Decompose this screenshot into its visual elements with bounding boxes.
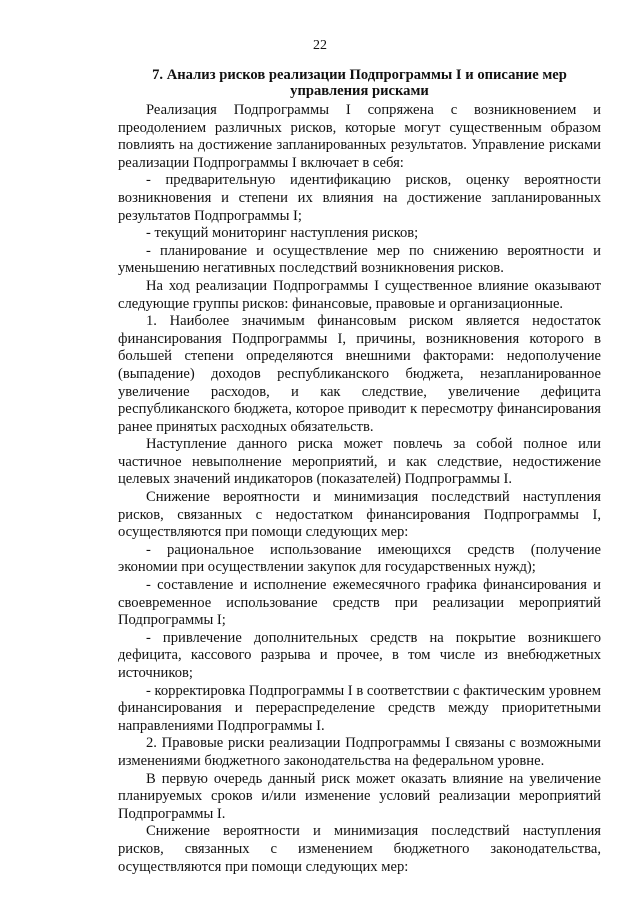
paragraph: В первую очередь данный риск может оказать влияние на увеличение планируемых сроков и/или изменение условий реализации мероприятий Подпрограммы I. bbox=[118, 770, 601, 822]
section-body bbox=[118, 102, 601, 876]
paragraph: На ход реализации Подпрограммы I существенное влияние оказывают следующие группы рисков: финансовые, правовые и организационные. bbox=[118, 277, 601, 312]
list-item: - рациональное использование имеющихся средств (получение экономии при осуществлении закупок для государственных нужд); bbox=[118, 541, 601, 576]
paragraph: 1. Наиболее значимым финансовым риском является недостаток финансирования Подпрограммы I, причины, возникновения которого в большей степени определяются внешними факторами: недополучение (выпадение) доходов республиканского бюджета, незапланированное увеличение расходов, и как следствие, увеличение дефицита республиканского бюджета, которое приводит к пересмотру финансирования ранее принятых расходных обязательств. bbox=[118, 313, 601, 435]
paragraph: 2. Правовые риски реализации Подпрограммы I связаны с возможными изменениями бюджетного законодательства на федеральном уровне. bbox=[118, 735, 601, 769]
page-number: 22 bbox=[313, 38, 327, 53]
list-item: - планирование и осуществление мер по снижению вероятности и уменьшению негативных последствий возникновения рисков. bbox=[118, 242, 601, 277]
list-item: - корректировка Подпрограммы I в соответствии с фактическим уровнем финансирования и перераспределение средств между приоритетными направлениями Подпрограммы I. bbox=[118, 682, 601, 734]
list-item: - привлечение дополнительных средств на покрытие возникшего дефицита, кассового разрыва и прочее, в том числе из внебюджетных источников; bbox=[118, 629, 601, 681]
list-item: - текущий мониторинг наступления рисков; bbox=[146, 225, 419, 242]
paragraph: Реализация Подпрограммы I сопряжена с возникновением и преодолением различных рисков, которые могут существенным образом повлиять на достижение запланированных результатов. Управление рисками реализации Подпрограммы I включает в себя: bbox=[118, 102, 601, 171]
paragraph: Снижение вероятности и минимизация последствий наступления рисков, связанных с изменением бюджетного законодательства, осуществляются при помощи следующих мер: bbox=[118, 823, 601, 875]
list-item: - составление и исполнение ежемесячного графика финансирования и своевременное использование средств при реализации мероприятий Подпрограммы I; bbox=[118, 577, 601, 629]
paragraph: Снижение вероятности и минимизация последствий наступления рисков, связанных с недостатком финансирования Подпрограммы I, осуществляются при помощи следующих мер: bbox=[118, 489, 601, 541]
list-item: - предварительную идентификацию рисков, оценку вероятности возникновения и степени их влияния на достижение запланированных результатов Подпрограммы I; bbox=[118, 172, 601, 224]
section-title: 7. Анализ рисков реализации Подпрограммы I и описание мер управления рисками bbox=[152, 67, 567, 99]
paragraph: Наступление данного риска может повлечь за собой полное или частичное невыполнение мероприятий, и как следствие, недостижение целевых значений индикаторов (показателей) Подпрограммы I. bbox=[118, 436, 601, 488]
